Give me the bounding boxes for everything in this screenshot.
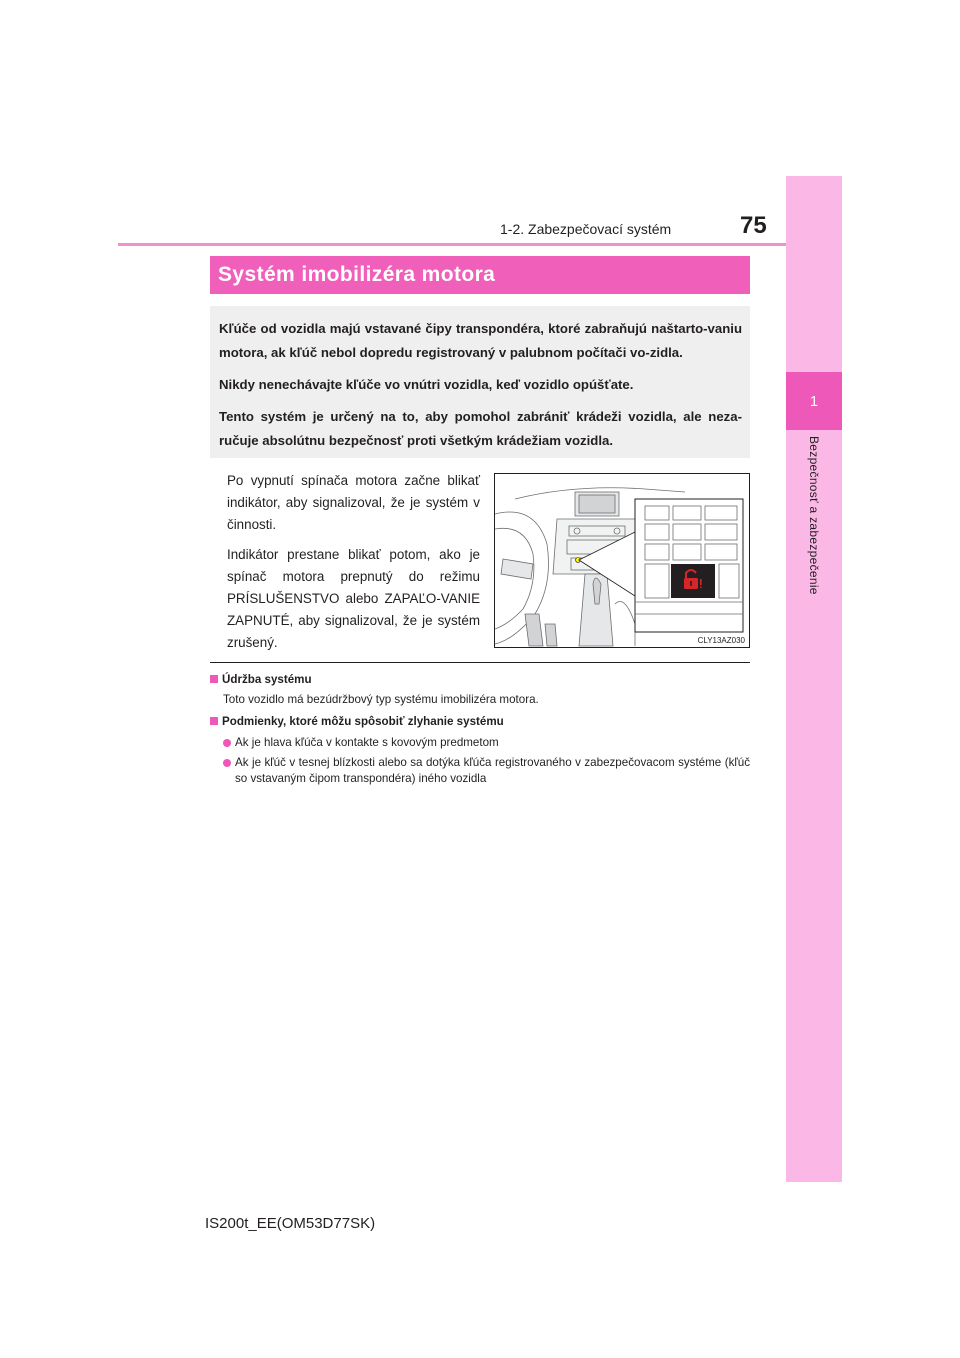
note-bullet-text: Ak je kľúč v tesnej blízkosti alebo sa dotýka kľúča registrovaného v zabezpečovacom systéme (kľúč so vstavaným čipom transpondéra) iného vozidla (235, 756, 750, 785)
figure-code: CLY13AZ030 (697, 636, 745, 645)
note-malfunction (210, 714, 750, 787)
round-bullet-icon (223, 739, 231, 747)
body-text (227, 470, 480, 662)
note-heading: Údržba systému (222, 673, 312, 686)
body-paragraph: Indikátor prestane blikať potom, ako je spínač motora prepnutý do režimu PRÍSLUŠENSTVO alebo ZAPAĽO-VANIE ZAPNUTÉ, aby signalizoval, že je systém zrušený. (227, 547, 480, 650)
round-bullet-icon (223, 759, 231, 767)
note-bullet (210, 755, 750, 787)
intro-paragraph: Tento systém je určený na to, aby pomohol zabrániť krádeži vozidla, ale neza-ručuje absolútnu bezpečnosť proti všetkým krádežiam vozidla. (219, 409, 742, 448)
note-bullet-text: Ak je hlava kľúča v kontakte s kovovým predmetom (235, 736, 499, 749)
square-bullet-icon (210, 717, 218, 725)
body-paragraph: Po vypnutí spínača motora začne blikať indikátor, aby signalizoval, že je systém v činnosti. (227, 473, 480, 532)
section-divider (210, 662, 750, 663)
running-header-section: 1-2. Zabezpečovací systém (500, 221, 672, 237)
intro-paragraph: Kľúče od vozidla majú vstavané čipy transpondéra, ktoré zabraňujú naštarto-vaniu motora, ak kľúč nebol dopredu registrovaný v palubnom počítači vo-zidla. (219, 321, 742, 360)
section-title: Systém imobilizéra motora (210, 256, 750, 294)
model-code-footer: IS200t_EE(OM53D77SK) (205, 1215, 376, 1232)
intro-box (210, 306, 750, 458)
chapter-number-tab (786, 372, 842, 430)
chapter-title-tab (786, 436, 842, 686)
note-bullet (210, 735, 750, 751)
intro-paragraph: Nikdy nenechávajte kľúče vo vnútri vozidla, keď vozidlo opúšťate. (219, 377, 634, 392)
note-maintenance (210, 672, 750, 708)
note-text: Toto vozidlo má bezúdržbový typ systému imobilizéra motora. (223, 693, 539, 706)
note-heading: Podmienky, ktoré môžu spôsobiť zlyhanie systému (222, 715, 504, 728)
chapter-number: 1 (809, 392, 819, 410)
header-rule (118, 243, 840, 246)
page-number: 75 (740, 212, 767, 239)
square-bullet-icon (210, 675, 218, 683)
chapter-title: Bezpečnosť a zabezpečenie (807, 436, 821, 595)
dashboard-drawing (495, 474, 749, 647)
dashboard-illustration (494, 473, 750, 648)
